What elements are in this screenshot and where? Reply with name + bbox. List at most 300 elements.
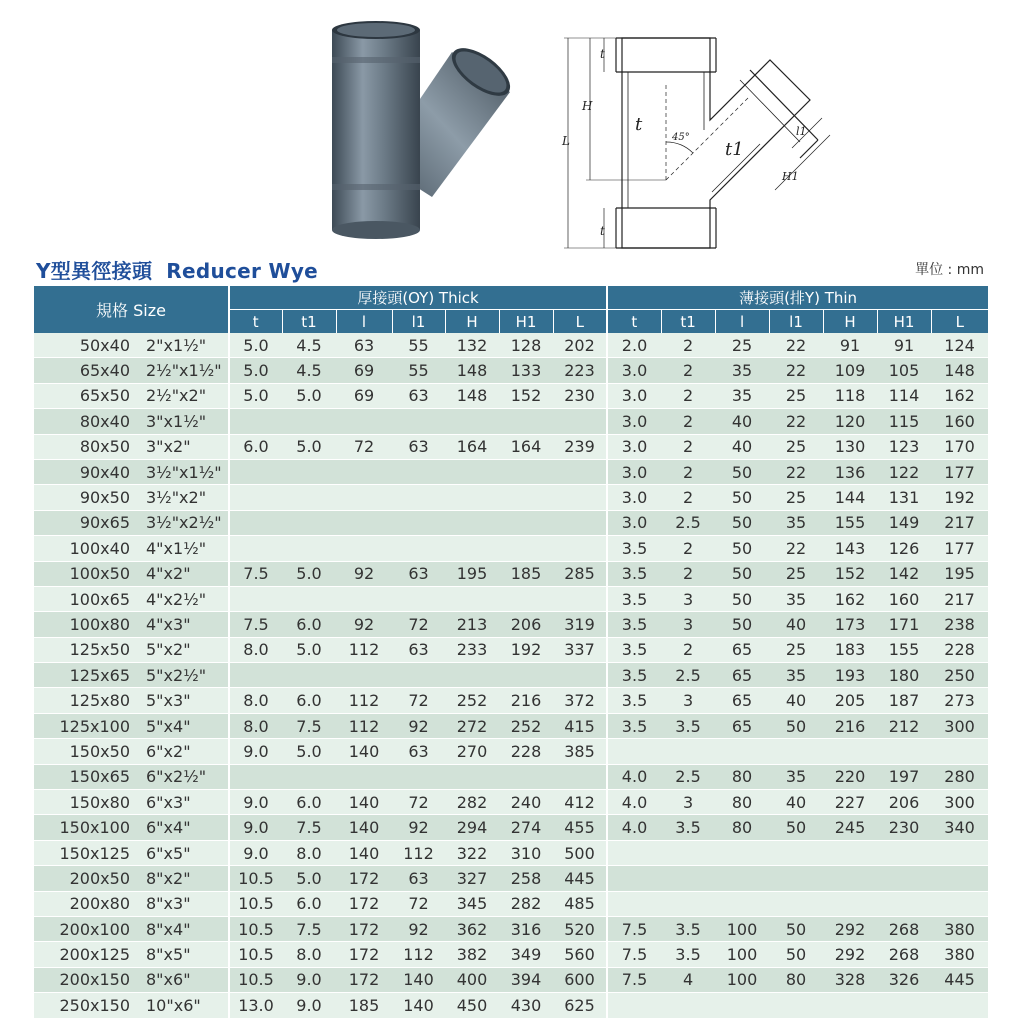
thick-H-cell [445, 663, 499, 688]
thick-H-cell [445, 485, 499, 510]
thin-H1-cell: 149 [877, 510, 931, 535]
thick-H1-cell: 206 [499, 612, 553, 637]
thick-t-cell [229, 663, 282, 688]
thin-l-cell: 50 [715, 459, 769, 484]
thick-L-cell: 485 [553, 891, 607, 916]
thick-l1-cell: 63 [392, 561, 445, 586]
size-inch-cell: 3"x2" [132, 434, 229, 459]
thin-l1-cell: 50 [769, 815, 823, 840]
thin-H1-cell: 142 [877, 561, 931, 586]
table-row [34, 459, 988, 484]
thick-t-cell: 5.0 [229, 383, 282, 408]
thick-l-cell [336, 510, 392, 535]
thin-t1-cell: 3.5 [661, 815, 715, 840]
thin-t-cell: 3.0 [607, 358, 661, 383]
thin-l-cell: 100 [715, 967, 769, 992]
table-row [34, 586, 988, 611]
table-row [34, 815, 988, 840]
thick-l-cell: 140 [336, 790, 392, 815]
thin-l1-cell: 35 [769, 510, 823, 535]
thick-l-cell: 140 [336, 739, 392, 764]
thin-H1-cell: 268 [877, 942, 931, 967]
thin-t-cell: 7.5 [607, 916, 661, 941]
thin-H-cell: 152 [823, 561, 877, 586]
label-t-mid: t [635, 114, 643, 135]
thick-l1-cell: 72 [392, 891, 445, 916]
thick-t1-cell: 4.5 [282, 333, 336, 358]
thick-H-cell: 252 [445, 688, 499, 713]
thick-l-cell: 172 [336, 942, 392, 967]
thick-H1-cell: 316 [499, 916, 553, 941]
thin-t1-cell: 3.5 [661, 916, 715, 941]
thick-t1-cell [282, 459, 336, 484]
thin-l1-cell: 40 [769, 612, 823, 637]
table-row [34, 993, 988, 1018]
thick-t1-cell [282, 586, 336, 611]
thin-t-cell: 3.0 [607, 485, 661, 510]
thick-l-cell: 69 [336, 383, 392, 408]
size-inch-cell: 4"x2½" [132, 586, 229, 611]
thick-t1-cell: 8.0 [282, 840, 336, 865]
thick-L-cell: 445 [553, 866, 607, 891]
label-t1: t1 [725, 139, 744, 160]
table-row [34, 840, 988, 865]
title-zh: Y型異徑接頭 [36, 259, 153, 283]
thick-t1-cell [282, 536, 336, 561]
thin-l1-cell: 25 [769, 637, 823, 662]
thin-H-cell: 91 [823, 333, 877, 358]
table-row [34, 485, 988, 510]
thin-H1-cell: 122 [877, 459, 931, 484]
label-t-bottom: t [600, 224, 605, 238]
col-header-thin-t1: t1 [661, 310, 715, 334]
thick-H1-cell: 349 [499, 942, 553, 967]
size-mm-cell: 200x50 [34, 866, 132, 891]
thin-t1-cell: 2 [661, 561, 715, 586]
thin-H1-cell: 126 [877, 536, 931, 561]
thin-t-cell: 3.5 [607, 612, 661, 637]
thick-l1-cell: 63 [392, 637, 445, 662]
thin-l-cell: 80 [715, 815, 769, 840]
thick-t-cell [229, 536, 282, 561]
thick-t1-cell: 6.0 [282, 688, 336, 713]
thin-t-cell: 3.0 [607, 409, 661, 434]
thin-t-cell [607, 891, 661, 916]
thin-l1-cell: 35 [769, 586, 823, 611]
thick-H-cell [445, 764, 499, 789]
label-h1: H1 [782, 170, 799, 183]
thick-t-cell: 13.0 [229, 993, 282, 1018]
label-l: L [562, 134, 570, 148]
thick-t1-cell: 7.5 [282, 916, 336, 941]
thick-H1-cell: 240 [499, 790, 553, 815]
thick-l1-cell: 140 [392, 993, 445, 1018]
table-row [34, 764, 988, 789]
thin-l1-cell: 22 [769, 459, 823, 484]
col-header-thick-H: H [445, 310, 499, 334]
thin-l-cell: 50 [715, 561, 769, 586]
table-row [34, 739, 988, 764]
thin-t-cell [607, 739, 661, 764]
thin-l1-cell: 25 [769, 561, 823, 586]
reducer-wye-photo [322, 12, 522, 247]
size-mm-cell: 200x150 [34, 967, 132, 992]
size-inch-cell: 2"x1½" [132, 333, 229, 358]
thin-L-cell: 445 [931, 967, 988, 992]
label-l1: l1 [796, 125, 807, 138]
table-row [34, 891, 988, 916]
thick-L-cell: 500 [553, 840, 607, 865]
thick-H1-cell [499, 586, 553, 611]
thin-L-cell [931, 993, 988, 1018]
thick-t-cell: 9.0 [229, 739, 282, 764]
thin-L-cell: 217 [931, 586, 988, 611]
thick-l1-cell: 72 [392, 612, 445, 637]
thin-H-cell [823, 840, 877, 865]
thin-l-cell: 35 [715, 383, 769, 408]
size-mm-cell: 65x50 [34, 383, 132, 408]
table-row [34, 637, 988, 662]
thin-H1-cell [877, 739, 931, 764]
thin-l-cell: 50 [715, 536, 769, 561]
thick-H1-cell: 185 [499, 561, 553, 586]
size-inch-cell: 6"x5" [132, 840, 229, 865]
thin-l-cell: 65 [715, 688, 769, 713]
thick-H1-cell: 152 [499, 383, 553, 408]
thick-t-cell [229, 485, 282, 510]
col-header-thick-l1: l1 [392, 310, 445, 334]
thin-H1-cell: 114 [877, 383, 931, 408]
size-inch-cell: 5"x4" [132, 713, 229, 738]
thick-l-cell [336, 764, 392, 789]
thick-H-cell: 327 [445, 866, 499, 891]
thick-H1-cell: 133 [499, 358, 553, 383]
thin-l1-cell [769, 840, 823, 865]
thick-L-cell: 319 [553, 612, 607, 637]
thin-L-cell: 228 [931, 637, 988, 662]
thick-t-cell: 8.0 [229, 637, 282, 662]
thick-t1-cell: 4.5 [282, 358, 336, 383]
thin-t-cell: 7.5 [607, 942, 661, 967]
size-inch-cell: 8"x4" [132, 916, 229, 941]
thin-t-cell: 3.5 [607, 536, 661, 561]
thin-t1-cell: 2 [661, 536, 715, 561]
thick-L-cell: 230 [553, 383, 607, 408]
thick-t1-cell: 7.5 [282, 815, 336, 840]
col-header-thick-H1: H1 [499, 310, 553, 334]
thin-l-cell: 50 [715, 485, 769, 510]
size-mm-cell: 150x125 [34, 840, 132, 865]
size-mm-cell: 250x150 [34, 993, 132, 1018]
thick-H-cell: 148 [445, 383, 499, 408]
thick-H-cell: 282 [445, 790, 499, 815]
thin-L-cell: 238 [931, 612, 988, 637]
thin-L-cell: 217 [931, 510, 988, 535]
thick-H-cell [445, 459, 499, 484]
thick-H-cell: 148 [445, 358, 499, 383]
thin-H-cell: 205 [823, 688, 877, 713]
thick-H-cell [445, 409, 499, 434]
thick-H-cell: 294 [445, 815, 499, 840]
thin-L-cell: 340 [931, 815, 988, 840]
thin-L-cell: 300 [931, 713, 988, 738]
thick-l1-cell: 112 [392, 840, 445, 865]
thick-L-cell: 239 [553, 434, 607, 459]
thick-l-cell: 69 [336, 358, 392, 383]
thick-L-cell [553, 536, 607, 561]
thick-l-cell: 63 [336, 333, 392, 358]
thick-l-cell [336, 409, 392, 434]
thin-H-cell: 216 [823, 713, 877, 738]
thin-H1-cell [877, 866, 931, 891]
size-inch-cell: 4"x3" [132, 612, 229, 637]
thin-H-cell: 120 [823, 409, 877, 434]
table-row [34, 866, 988, 891]
thin-L-cell [931, 891, 988, 916]
thin-L-cell [931, 866, 988, 891]
thin-l-cell: 80 [715, 764, 769, 789]
thick-l-cell: 140 [336, 815, 392, 840]
thick-t-cell: 10.5 [229, 866, 282, 891]
size-inch-cell: 2½"x1½" [132, 358, 229, 383]
thick-H-cell: 272 [445, 713, 499, 738]
thin-t-cell: 3.5 [607, 688, 661, 713]
col-header-thin-l: l [715, 310, 769, 334]
thick-l-cell: 92 [336, 612, 392, 637]
thin-l-cell: 100 [715, 942, 769, 967]
thin-l1-cell: 25 [769, 485, 823, 510]
thin-l-cell: 25 [715, 333, 769, 358]
table-row [34, 510, 988, 535]
thick-t-cell: 7.5 [229, 612, 282, 637]
thin-t-cell [607, 840, 661, 865]
thin-l1-cell: 40 [769, 790, 823, 815]
thick-t1-cell: 5.0 [282, 383, 336, 408]
thin-l-cell: 80 [715, 790, 769, 815]
thin-H1-cell: 160 [877, 586, 931, 611]
thick-t-cell [229, 586, 282, 611]
thick-t1-cell: 6.0 [282, 891, 336, 916]
table-header [34, 286, 988, 333]
table-body [34, 333, 988, 1018]
thin-H-cell: 328 [823, 967, 877, 992]
size-mm-cell: 50x40 [34, 333, 132, 358]
table-row [34, 916, 988, 941]
thick-l-cell [336, 536, 392, 561]
size-inch-cell: 4"x1½" [132, 536, 229, 561]
size-inch-cell: 5"x2" [132, 637, 229, 662]
thin-l1-cell [769, 891, 823, 916]
size-mm-cell: 80x50 [34, 434, 132, 459]
thick-l1-cell: 112 [392, 942, 445, 967]
thick-t1-cell: 5.0 [282, 866, 336, 891]
thick-H-cell: 345 [445, 891, 499, 916]
thick-t-cell [229, 409, 282, 434]
thick-H1-cell [499, 764, 553, 789]
thin-L-cell: 250 [931, 663, 988, 688]
table-row [34, 536, 988, 561]
size-mm-cell: 125x50 [34, 637, 132, 662]
thin-l1-cell: 50 [769, 942, 823, 967]
thin-H1-cell: 230 [877, 815, 931, 840]
thin-L-cell: 280 [931, 764, 988, 789]
thick-H1-cell [499, 485, 553, 510]
size-inch-cell: 4"x2" [132, 561, 229, 586]
thin-t1-cell: 2 [661, 434, 715, 459]
thin-L-cell: 160 [931, 409, 988, 434]
thin-L-cell [931, 840, 988, 865]
size-inch-cell: 6"x4" [132, 815, 229, 840]
thin-l1-cell: 22 [769, 409, 823, 434]
thin-l-cell: 40 [715, 409, 769, 434]
thick-t-cell [229, 510, 282, 535]
thick-H-cell [445, 536, 499, 561]
thick-L-cell: 337 [553, 637, 607, 662]
thin-L-cell: 177 [931, 536, 988, 561]
thin-L-cell: 148 [931, 358, 988, 383]
thin-t1-cell: 2 [661, 637, 715, 662]
thin-H1-cell: 180 [877, 663, 931, 688]
thick-L-cell [553, 409, 607, 434]
thick-H1-cell: 394 [499, 967, 553, 992]
thin-l-cell: 65 [715, 663, 769, 688]
thick-l-cell: 112 [336, 688, 392, 713]
thick-l1-cell [392, 764, 445, 789]
thin-H1-cell: 326 [877, 967, 931, 992]
thin-H-cell: 183 [823, 637, 877, 662]
thick-l-cell: 72 [336, 434, 392, 459]
thick-t1-cell: 5.0 [282, 434, 336, 459]
thick-H1-cell [499, 409, 553, 434]
size-mm-cell: 90x40 [34, 459, 132, 484]
size-mm-cell: 90x65 [34, 510, 132, 535]
thin-t1-cell: 2 [661, 459, 715, 484]
thick-l-cell: 172 [336, 916, 392, 941]
thick-H1-cell: 258 [499, 866, 553, 891]
thin-H-cell: 173 [823, 612, 877, 637]
thin-H-cell [823, 891, 877, 916]
thin-t1-cell: 3 [661, 612, 715, 637]
thick-t1-cell [282, 409, 336, 434]
thick-L-cell: 625 [553, 993, 607, 1018]
thin-H1-cell: 115 [877, 409, 931, 434]
thin-H1-cell [877, 840, 931, 865]
thick-l1-cell: 55 [392, 333, 445, 358]
size-inch-cell: 2½"x2" [132, 383, 229, 408]
thin-t1-cell: 3.5 [661, 713, 715, 738]
col-header-thick-l: l [336, 310, 392, 334]
thick-t1-cell [282, 485, 336, 510]
thick-t1-cell: 6.0 [282, 790, 336, 815]
size-mm-cell: 80x40 [34, 409, 132, 434]
thin-H-cell: 193 [823, 663, 877, 688]
size-header: 規格 Size [34, 286, 229, 333]
thick-H-cell: 322 [445, 840, 499, 865]
thin-L-cell [931, 739, 988, 764]
thin-H-cell: 109 [823, 358, 877, 383]
col-header-thick-t1: t1 [282, 310, 336, 334]
thick-t-cell: 10.5 [229, 967, 282, 992]
thin-H-cell: 143 [823, 536, 877, 561]
thick-L-cell: 385 [553, 739, 607, 764]
thick-t-cell: 5.0 [229, 358, 282, 383]
thin-L-cell: 124 [931, 333, 988, 358]
thin-t1-cell: 3 [661, 688, 715, 713]
thick-H1-cell [499, 459, 553, 484]
thick-t1-cell [282, 764, 336, 789]
size-mm-cell: 125x100 [34, 713, 132, 738]
thick-H-cell: 270 [445, 739, 499, 764]
size-inch-cell: 6"x3" [132, 790, 229, 815]
thick-l1-cell: 72 [392, 790, 445, 815]
thick-l-cell: 92 [336, 561, 392, 586]
thin-H-cell [823, 866, 877, 891]
thin-L-cell: 380 [931, 942, 988, 967]
thin-H1-cell: 197 [877, 764, 931, 789]
thin-t-cell: 3.0 [607, 383, 661, 408]
thick-t-cell: 5.0 [229, 333, 282, 358]
thin-t1-cell: 2 [661, 333, 715, 358]
size-inch-cell: 6"x2" [132, 739, 229, 764]
col-header-thick-t: t [229, 310, 282, 334]
thin-t-cell: 3.5 [607, 637, 661, 662]
thin-l-cell: 35 [715, 358, 769, 383]
thick-H-cell: 450 [445, 993, 499, 1018]
thick-t-cell: 10.5 [229, 891, 282, 916]
thin-t-cell: 7.5 [607, 967, 661, 992]
thin-H-cell: 118 [823, 383, 877, 408]
thin-l1-cell: 80 [769, 967, 823, 992]
reducer-wye-drawing [560, 30, 835, 255]
thick-l1-cell [392, 536, 445, 561]
thin-t-cell [607, 993, 661, 1018]
thick-t-cell: 8.0 [229, 688, 282, 713]
thick-l1-cell [392, 663, 445, 688]
thin-t-cell: 3.0 [607, 510, 661, 535]
page-title [36, 255, 318, 284]
thin-t1-cell: 2.5 [661, 663, 715, 688]
thick-l-cell [336, 586, 392, 611]
thin-H-cell: 292 [823, 916, 877, 941]
size-inch-cell: 3½"x1½" [132, 459, 229, 484]
size-mm-cell: 100x40 [34, 536, 132, 561]
thin-l-cell: 65 [715, 713, 769, 738]
thin-l1-cell: 40 [769, 688, 823, 713]
table-row [34, 561, 988, 586]
thick-H-cell: 400 [445, 967, 499, 992]
size-inch-cell: 5"x2½" [132, 663, 229, 688]
thick-H1-cell: 228 [499, 739, 553, 764]
size-mm-cell: 100x50 [34, 561, 132, 586]
size-mm-cell: 150x100 [34, 815, 132, 840]
thick-H1-cell: 310 [499, 840, 553, 865]
thick-H-cell: 382 [445, 942, 499, 967]
thin-H-cell: 245 [823, 815, 877, 840]
thin-l1-cell [769, 739, 823, 764]
thin-l1-cell: 22 [769, 358, 823, 383]
size-inch-cell: 10"x6" [132, 993, 229, 1018]
thin-L-cell: 170 [931, 434, 988, 459]
thin-t-cell: 4.0 [607, 815, 661, 840]
unit-label: 單位 : mm [915, 262, 984, 278]
thick-L-cell: 412 [553, 790, 607, 815]
thick-H1-cell [499, 510, 553, 535]
thin-t-cell: 3.0 [607, 434, 661, 459]
thin-t-cell: 3.5 [607, 663, 661, 688]
size-inch-cell: 8"x3" [132, 891, 229, 916]
thin-L-cell: 177 [931, 459, 988, 484]
thin-l-cell [715, 866, 769, 891]
